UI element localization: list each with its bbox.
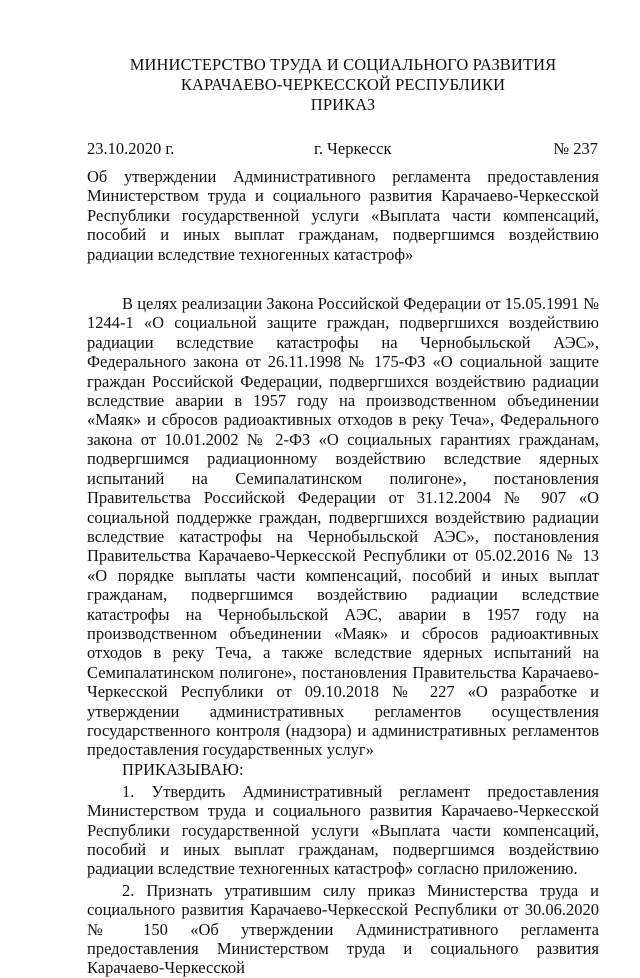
document-date: 23.10.2020 г. <box>87 139 175 158</box>
preamble-paragraph: В целях реализации Закона Российской Федерации от 15.05.1991 № 1244-1 «О социальной защите граждан, подвергшихся воздействию радиации вследствие катастрофы на Чернобыльской АЭС», Федерального закона от 26.11.1998 № 175-ФЗ «О социальной защите граждан Российской Федерации, подвергшихся воздействию радиации вследствие аварии в 1957 году на производственном объединении «Маяк» и сбросов радиоактивных отходов в реку Теча», Федерального закона от 10.01.2002 № 2-ФЗ «О социальных гарантиях гражданам, подвергшимся радиационному воздействию вследствие ядерных испытаний на Семипалатинском полигоне», постановления Правительства Российской Федерации от 31.12.2004 № 907 «О социальной поддержке граждан, подвергшихся воздействию радиации вследствие катастрофы на Чернобыльской АЭС», постановления Правительства Карачаево-Черкесской Республики от 05.02.2016 № 13 «О порядке выплаты части компенсаций, пособий и иных выплат гражданам, подвергшимся воздействию радиации вследствие катастрофы на Чернобыльской АЭС, аварии в 1957 году на производственном объединении «Маяк» и сбросов радиоактивных отходов в реку Теча, а также вследствие ядерных испытаний на Семипалатинском полигоне», постановления Правительства Карачаево-Черкесской Республики от 09.10.2018 № 227 «О разработке и утверждении административных регламентов осуществления государственного контроля (надзора) и административных регламентов предоставления государственных услуг» <box>87 294 599 760</box>
order-keyword: ПРИКАЗЫВАЮ: <box>122 759 244 779</box>
document-type-title: ПРИКАЗ <box>310 95 376 114</box>
document-city: г. Черкесск <box>314 139 392 158</box>
order-item-2: 2. Признать утратившим силу приказ Министерства труда и социального развития Карачаево-Черкесской Республики от 30.06.2020 № 150 «Об утверждении Административного регламента предоставления Министерством труда и социального развития Карачаево-Черкесской <box>87 880 599 978</box>
ministry-name-line-1: МИНИСТЕРСТВО ТРУДА И СОЦИАЛЬНОГО РАЗВИТИЯ <box>129 55 557 74</box>
ministry-name-line-2: КАРАЧАЕВО-ЧЕРКЕССКОЙ РЕСПУБЛИКИ <box>180 75 506 94</box>
order-item-1: 1. Утвердить Административный регламент предоставления Министерством труда и социального развития Карачаево-Черкесской Республики государственной услуги «Выплата части компенсаций, пособий и иных выплат гражданам, подвергшимся воздействию радиации вследствие техногенных катастроф» согласно приложению. <box>87 781 599 879</box>
document-meta-row <box>87 139 599 159</box>
document-number: № 237 <box>553 139 598 158</box>
document-subject: Об утверждении Административного регламента предоставления Министерством труда и социального развития Карачаево-Черкесской Республики государственной услуги «Выплата части компенсаций, пособий и иных выплат гражданам, подвергшимся воздействию радиации вследствие техногенных катастроф» <box>87 167 599 264</box>
